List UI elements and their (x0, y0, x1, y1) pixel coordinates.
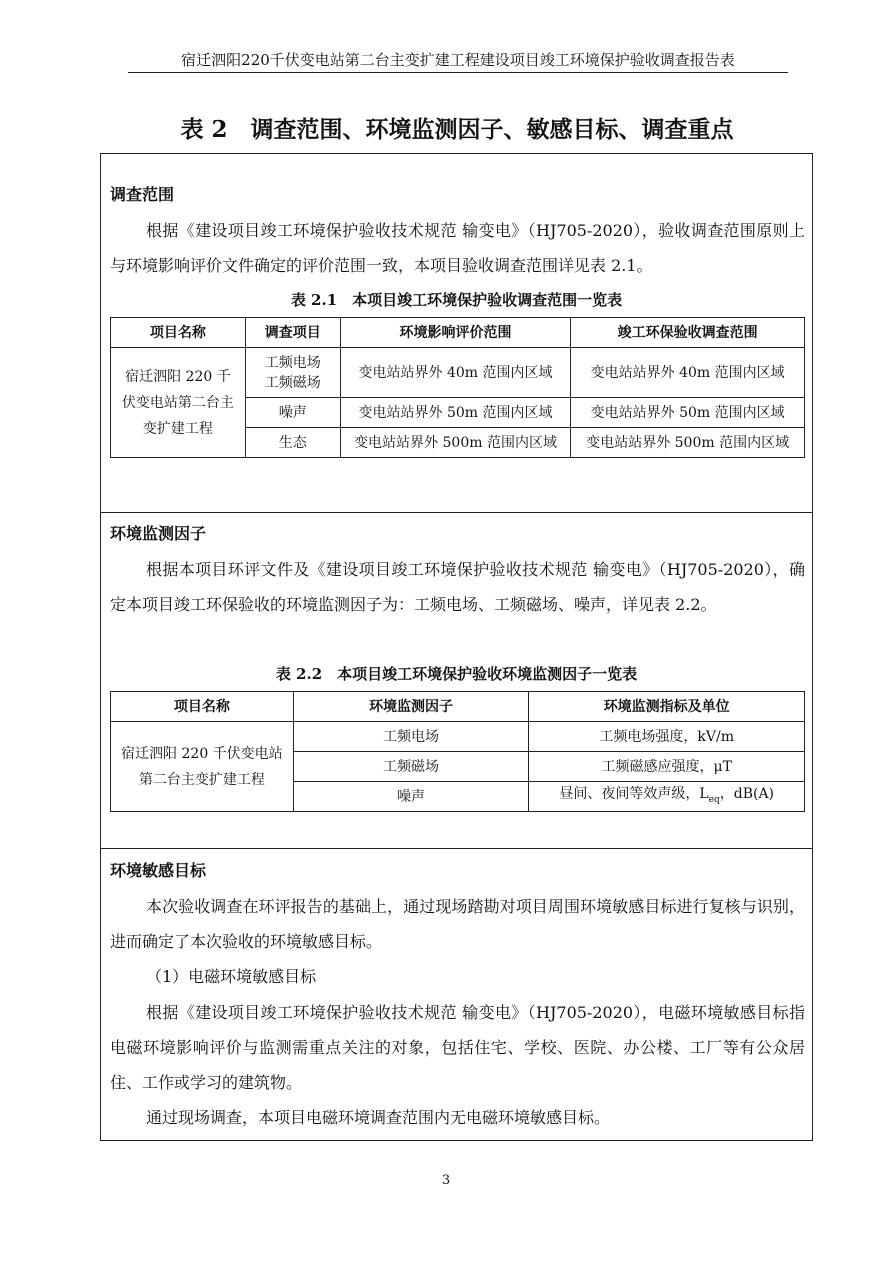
header-rule (128, 72, 788, 73)
table-header-row (111, 318, 805, 348)
indicator-text: ，dB(A) (719, 785, 775, 802)
monitoring-factor-cell: 工频电场 (293, 722, 529, 752)
eia-scope-cell: 变电站站界外 50m 范围内区域 (340, 398, 571, 428)
eia-scope-cell: 变电站站界外 40m 范围内区域 (340, 348, 571, 398)
page-number: 3 (441, 1173, 451, 1188)
survey-item-cell: 生态 (245, 428, 340, 458)
eia-scope-cell: 变电站站界外 500m 范围内区域 (340, 428, 571, 458)
column-header: 环境监测指标及单位 (529, 692, 805, 722)
monitoring-paragraph: 根据本项目环评文件及《建设项目竣工环境保护验收技术规范 输变电》（HJ705-2020），确定本项目竣工环保验收的环境监测因子为：工频电场、工频磁场、噪声，详见表 2.2。 (110, 560, 805, 614)
survey-item-cell: 工频电场工频磁场 (245, 348, 340, 398)
project-name-cell: 宿迁泗阳 220 千伏变电站第二台主变扩建工程 (111, 722, 294, 812)
column-header: 环境监测因子 (293, 692, 529, 722)
acceptance-scope-cell: 变电站站界外 500m 范围内区域 (571, 428, 805, 458)
scope-paragraph: 根据《建设项目竣工环境保护验收技术规范 输变电》（HJ705-2020），验收调查范围原则上与环境影响评价文件确定的评价范围一致，本项目验收调查范围详见表 2.1。 (110, 221, 805, 275)
table-header-row (111, 692, 805, 722)
column-header: 项目名称 (111, 692, 294, 722)
acceptance-scope-cell: 变电站站界外 40m 范围内区域 (571, 348, 805, 398)
table-2-1-caption: 表 2.1 本项目竣工环境保护验收调查范围一览表 (290, 291, 623, 309)
section-divider (101, 848, 812, 849)
table-2-1 (110, 317, 805, 458)
section-heading-monitoring-factors: 环境监测因子 (110, 524, 207, 543)
monitoring-factor-cell: 工频磁场 (293, 752, 529, 782)
section-heading-sensitive-targets: 环境敏感目标 (110, 861, 207, 880)
survey-result-paragraph: 通过现场调查，本项目电磁环境调查范围内无电磁环境敏感目标。 (146, 1108, 611, 1127)
table-row (111, 348, 805, 398)
electromagnetic-subheading: （1）电磁环境敏感目标 (146, 967, 317, 986)
indicator-subscript: eq (708, 794, 720, 805)
indicator-cell: 工频电场强度，kV/m (529, 722, 805, 752)
table-2-2 (110, 691, 805, 812)
section-divider (101, 512, 812, 513)
acceptance-scope-cell: 变电站站界外 50m 范围内区域 (571, 398, 805, 428)
indicator-cell: 工频磁感应强度，μT (529, 752, 805, 782)
column-header: 调查项目 (245, 318, 340, 348)
indicator-text: 昼间、夜间等效声级，L (559, 785, 709, 802)
section-heading-scope: 调查范围 (110, 185, 175, 204)
survey-item-cell: 噪声 (245, 398, 340, 428)
table-row (111, 722, 805, 752)
content-frame (100, 153, 813, 1141)
project-name-cell: 宿迁泗阳 220 千伏变电站第二台主变扩建工程 (111, 348, 246, 458)
sensitive-targets-paragraph: 本次验收调查在环评报告的基础上，通过现场踏勘对项目周围环境敏感目标进行复核与识别，进而确定了本次验收的环境敏感目标。 (110, 897, 805, 951)
monitoring-factor-cell: 噪声 (293, 782, 529, 812)
page-title: 表 2 调查范围、环境监测因子、敏感目标、调查重点 (180, 116, 734, 143)
page-header: 宿迁泗阳220千伏变电站第二台主变扩建工程建设项目竣工环境保护验收调查报告表 (181, 51, 735, 69)
table-2-2-caption: 表 2.2 本项目竣工环境保护验收环境监测因子一览表 (275, 665, 638, 683)
electromagnetic-definition-paragraph: 根据《建设项目竣工环境保护验收技术规范 输变电》（HJ705-2020），电磁环境敏感目标指电磁环境影响评价与监测需重点关注的对象，包括住宅、学校、医院、办公楼、工厂等有公众居住、工作或学习的建筑物。 (110, 1003, 805, 1092)
column-header: 项目名称 (111, 318, 246, 348)
column-header: 环境影响评价范围 (340, 318, 571, 348)
indicator-cell (529, 782, 805, 812)
column-header: 竣工环保验收调查范围 (571, 318, 805, 348)
